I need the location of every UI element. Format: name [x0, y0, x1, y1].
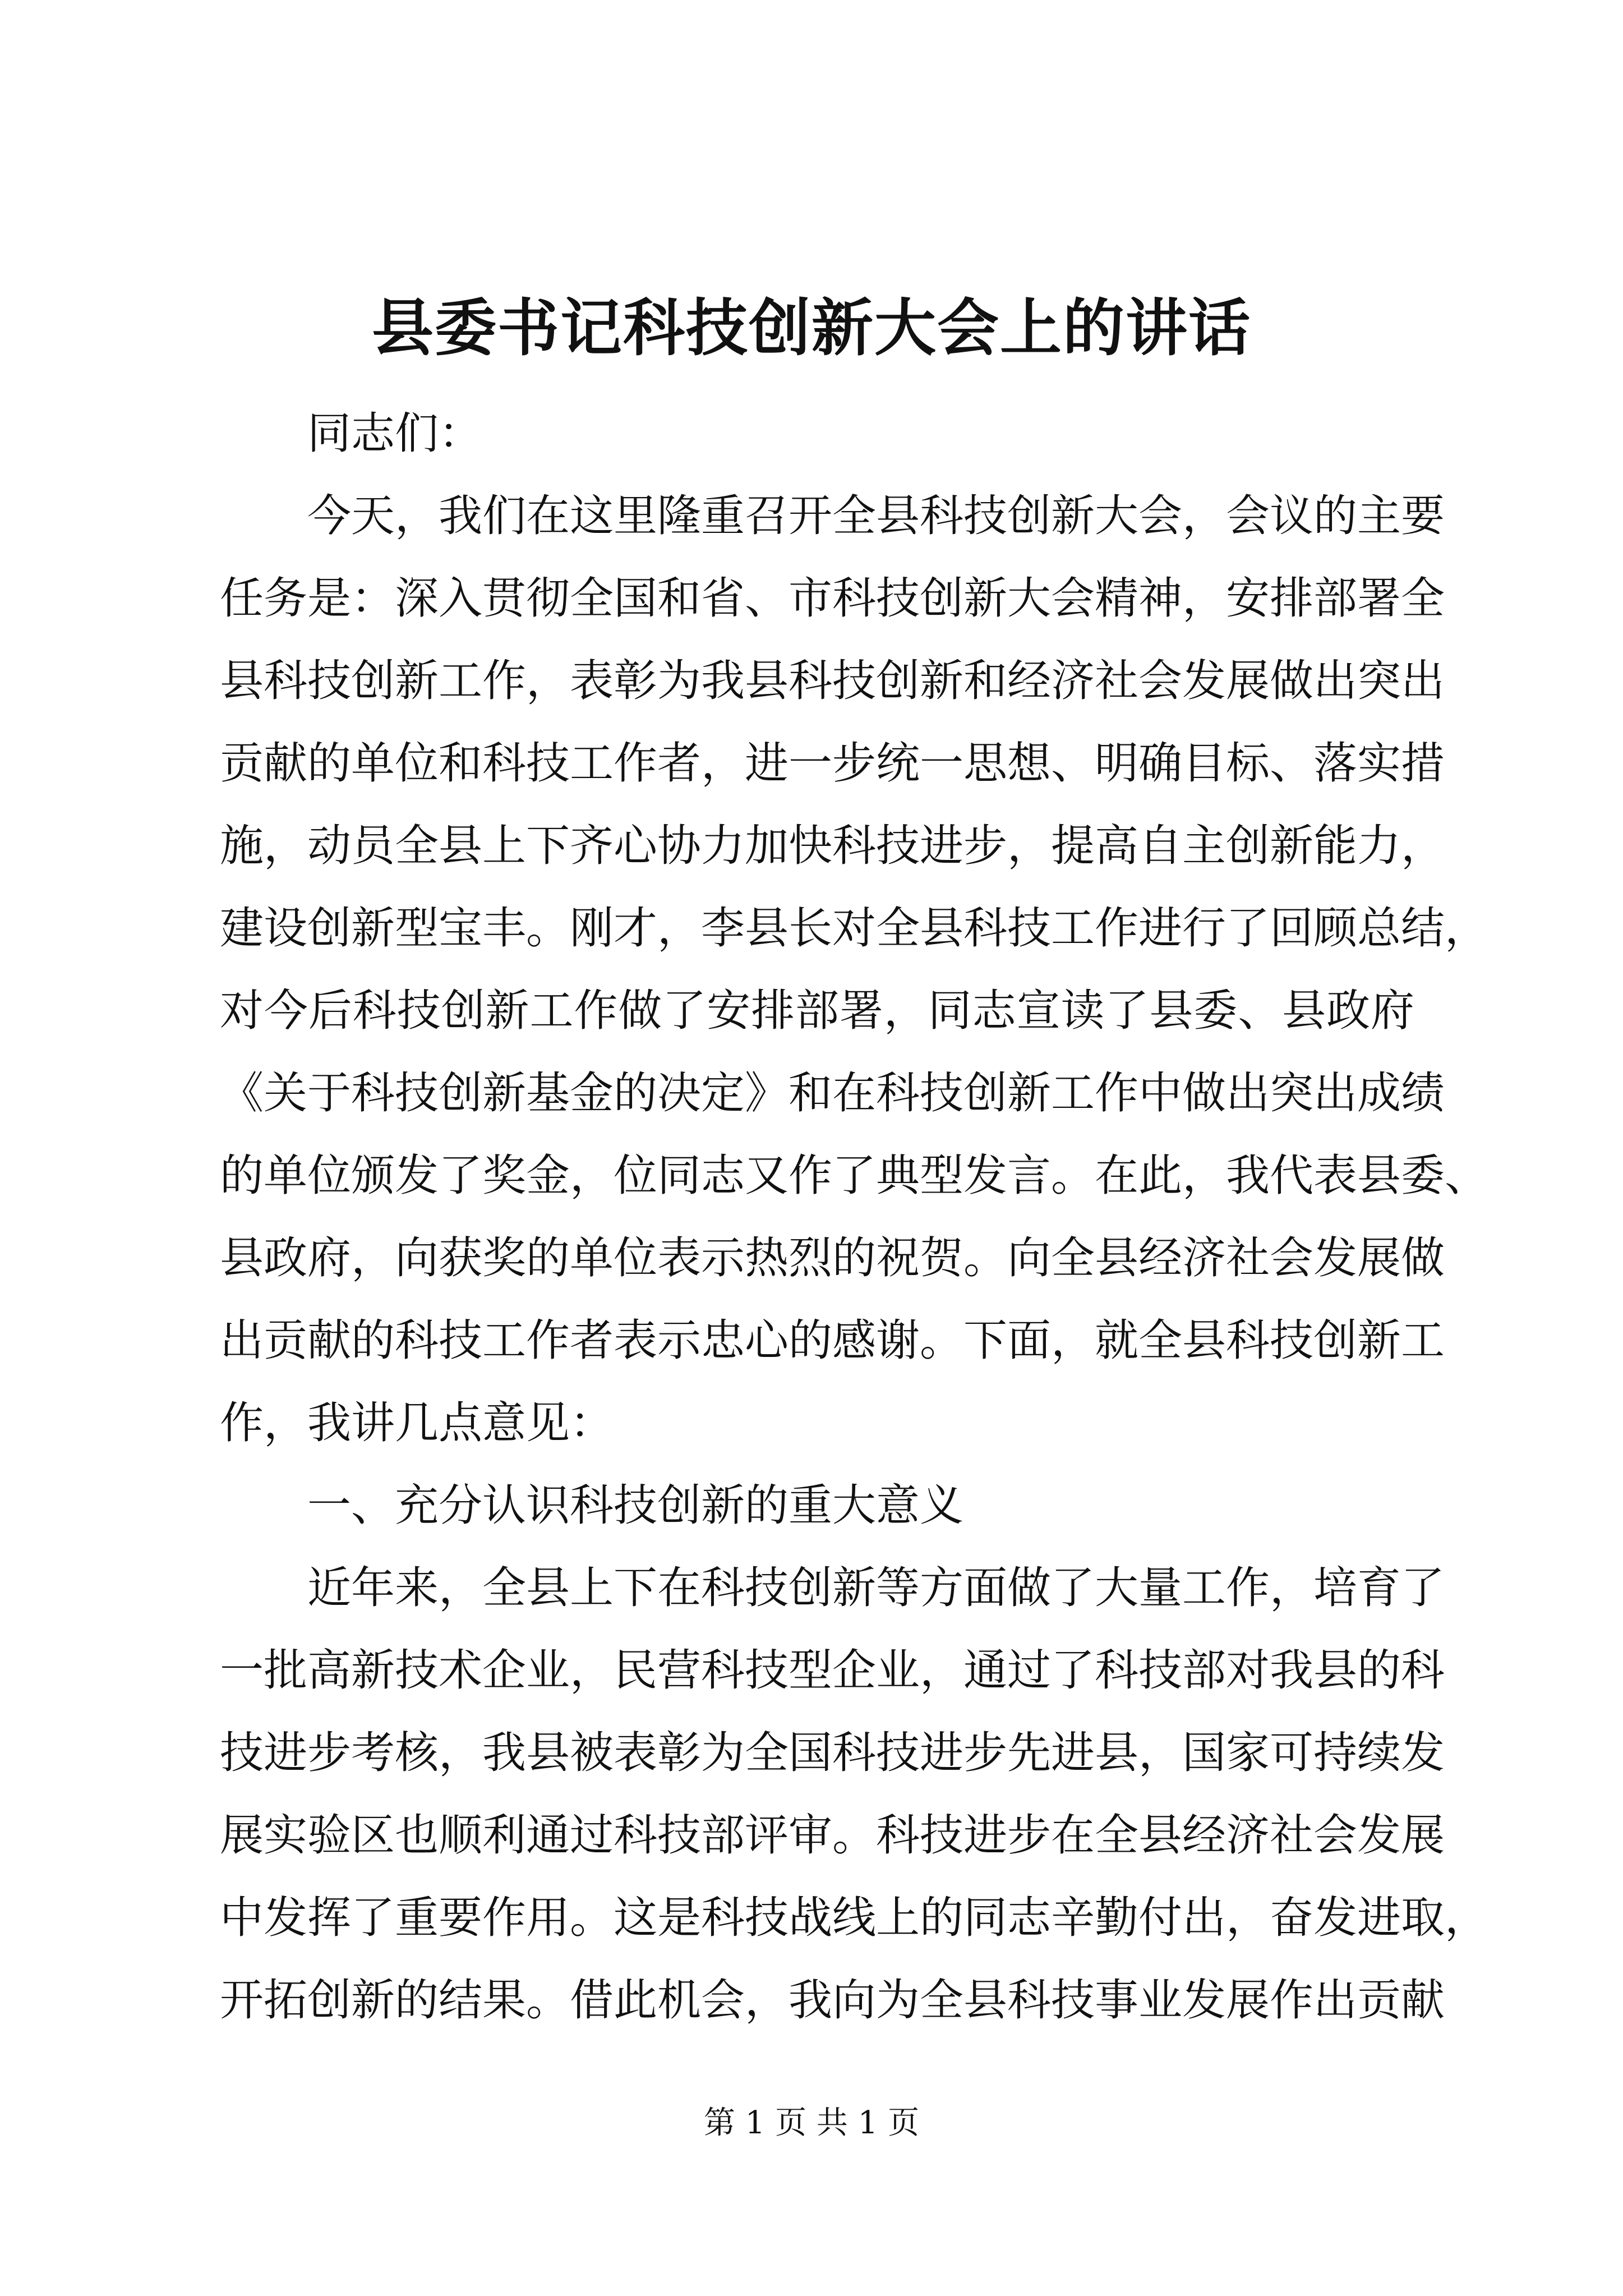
text-line: 作，我讲几点意见：	[220, 1398, 614, 1448]
text-line: 贡献的单位和科技工作者，进一步统一思想、明确目标、落实措	[220, 738, 1445, 789]
text-line: 施，动员全县上下齐心协力加快科技进步，提高自主创新能力，	[220, 821, 1445, 871]
text-line: 建设创新型宝丰。刚才，李县长对全县科技工作进行了回顾总结，	[220, 903, 1489, 954]
section-heading: 一、充分认识科技创新的重大意义	[307, 1480, 964, 1531]
text-line: 任务是：深入贯彻全国和省、市科技创新大会精神，安排部署全	[220, 573, 1445, 624]
document-body	[220, 393, 1489, 2042]
text-line: 近年来，全县上下在科技创新等方面做了大量工作，培育了	[307, 1563, 1445, 1613]
text-line: 今天，我们在这里隆重召开全县科技创新大会，会议的主要	[307, 491, 1445, 541]
text-line: 技进步考核，我县被表彰为全国科技进步先进县，国家可持续发	[220, 1728, 1445, 1778]
text-line: 出贡献的科技工作者表示忠心的感谢。下面，就全县科技创新工	[220, 1315, 1445, 1366]
text-line: 的单位颁发了奖金，位同志又作了典型发言。在此，我代表县委、	[220, 1151, 1489, 1201]
text-line: 中发挥了重要作用。这是科技战线上的同志辛勤付出，奋发进取，	[220, 1893, 1489, 1943]
text-line: 开拓创新的结果。借此机会，我向为全县科技事业发展作出贡献	[220, 1975, 1445, 2026]
page-footer: 第 1 页 共 1 页	[703, 2105, 920, 2141]
document-title: 县委书记科技创新大会上的讲话	[372, 292, 1251, 364]
text-line: 一批高新技术企业，民营科技型企业，通过了科技部对我县的科	[220, 1645, 1445, 1696]
text-line: 《关于科技创新基金的决定》和在科技创新工作中做出突出成绩	[220, 1068, 1445, 1119]
text-line: 同志们：	[307, 408, 483, 459]
text-line: 对今后科技创新工作做了安排部署，同志宣读了县委、县政府	[220, 986, 1414, 1036]
text-line: 县科技创新工作，表彰为我县科技创新和经济社会发展做出突出	[220, 656, 1445, 706]
text-line: 县政府，向获奖的单位表示热烈的祝贺。向全县经济社会发展做	[220, 1233, 1445, 1283]
text-line: 展实验区也顺利通过科技部评审。科技进步在全县经济社会发展	[220, 1810, 1445, 1861]
